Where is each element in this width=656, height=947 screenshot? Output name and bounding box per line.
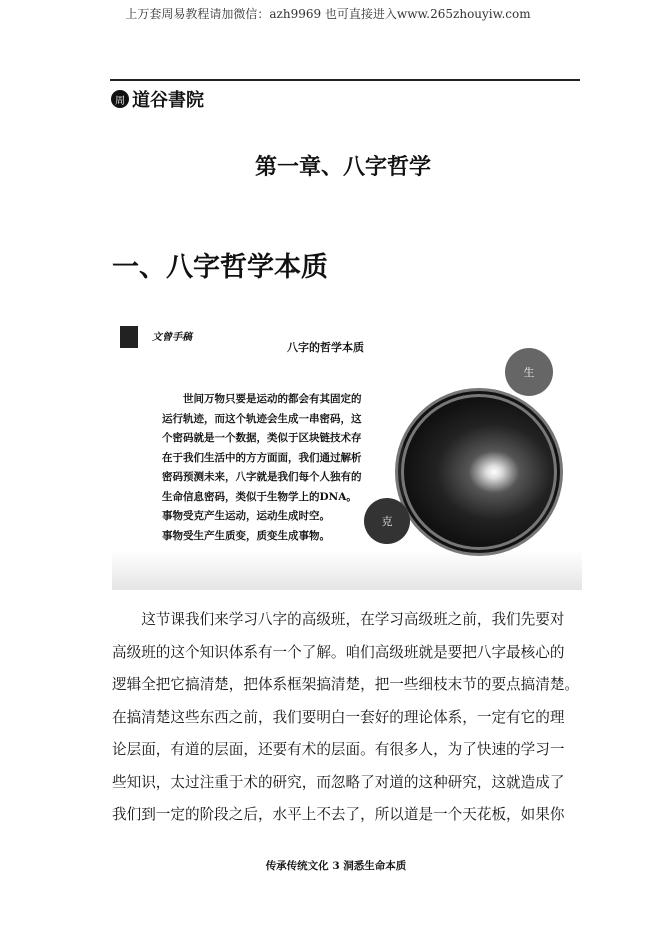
body-line: 在搞清楚这些东西之前，我们要明白一套好的理论体系，一定有它的理 — [112, 708, 565, 726]
chapter-title: 第一章、八字哲学 — [254, 155, 431, 180]
figure-tag: 文曾手稿 — [152, 332, 192, 343]
galaxy-ring-image — [395, 388, 563, 556]
stamp-icon — [120, 326, 138, 348]
figure-line: 事物受生产生质变，质变生成事物。 — [162, 529, 330, 542]
body-line: 高级班的这个知识体系有一个了解。咱们高级班就是要把八字最核心的 — [112, 643, 565, 661]
publisher-name: 道谷書院 — [132, 90, 204, 111]
publisher-logo — [111, 86, 204, 112]
body-line: 逻辑全把它搞清楚，把体系框架搞清楚，把一些细枝末节的要点搞清楚。 — [112, 676, 580, 693]
mountain-mist-decoration — [112, 550, 582, 590]
body-line: 这节课我们来学习八字的高级班，在学习高级班之前，我们先要对 — [112, 611, 565, 628]
figure-caption: 八字的哲学本质 — [287, 341, 364, 354]
page-footer: 传承传统文化 3 洞悉生命本质 — [265, 860, 407, 872]
circle-sheng: 生 — [505, 348, 553, 396]
figure-text — [162, 390, 367, 546]
body-line: 我们到一定的阶段之后，水平上不去了，所以道是一个天花板，如果你 — [112, 806, 565, 823]
figure-line: 世间万物只要是运动的都会有其固定的运行轨迹，而这个轨迹会生成一串密码，这个密码就是一个数据，类似于区块链技术存在于我们生活中的方方面面，我们通过解析密码预测未来，八字就是我们每个人独有的生命信息密码，类似于生物学上的DNA。 — [162, 393, 362, 503]
seal-icon: 周 — [111, 90, 129, 108]
figure-line: 事物受克产生运动，运动生成时空。 — [162, 510, 330, 522]
body-line: 些知识，太过注重于术的研究，而忽略了对道的这种研究，这就造成了 — [112, 773, 565, 791]
header-rule — [110, 79, 580, 81]
figure-slide — [112, 318, 582, 590]
body-text — [112, 604, 584, 832]
body-line: 论层面，有道的层面，还要有术的层面。有很多人，为了快速的学习一 — [112, 741, 565, 758]
section-title: 一、八字哲学本质 — [112, 252, 328, 283]
circle-ke: 克 — [364, 498, 410, 544]
watermark-text: 上万套周易教程请加微信：azh9969 也可直接进入www.265zhouyiw.com — [125, 7, 531, 21]
